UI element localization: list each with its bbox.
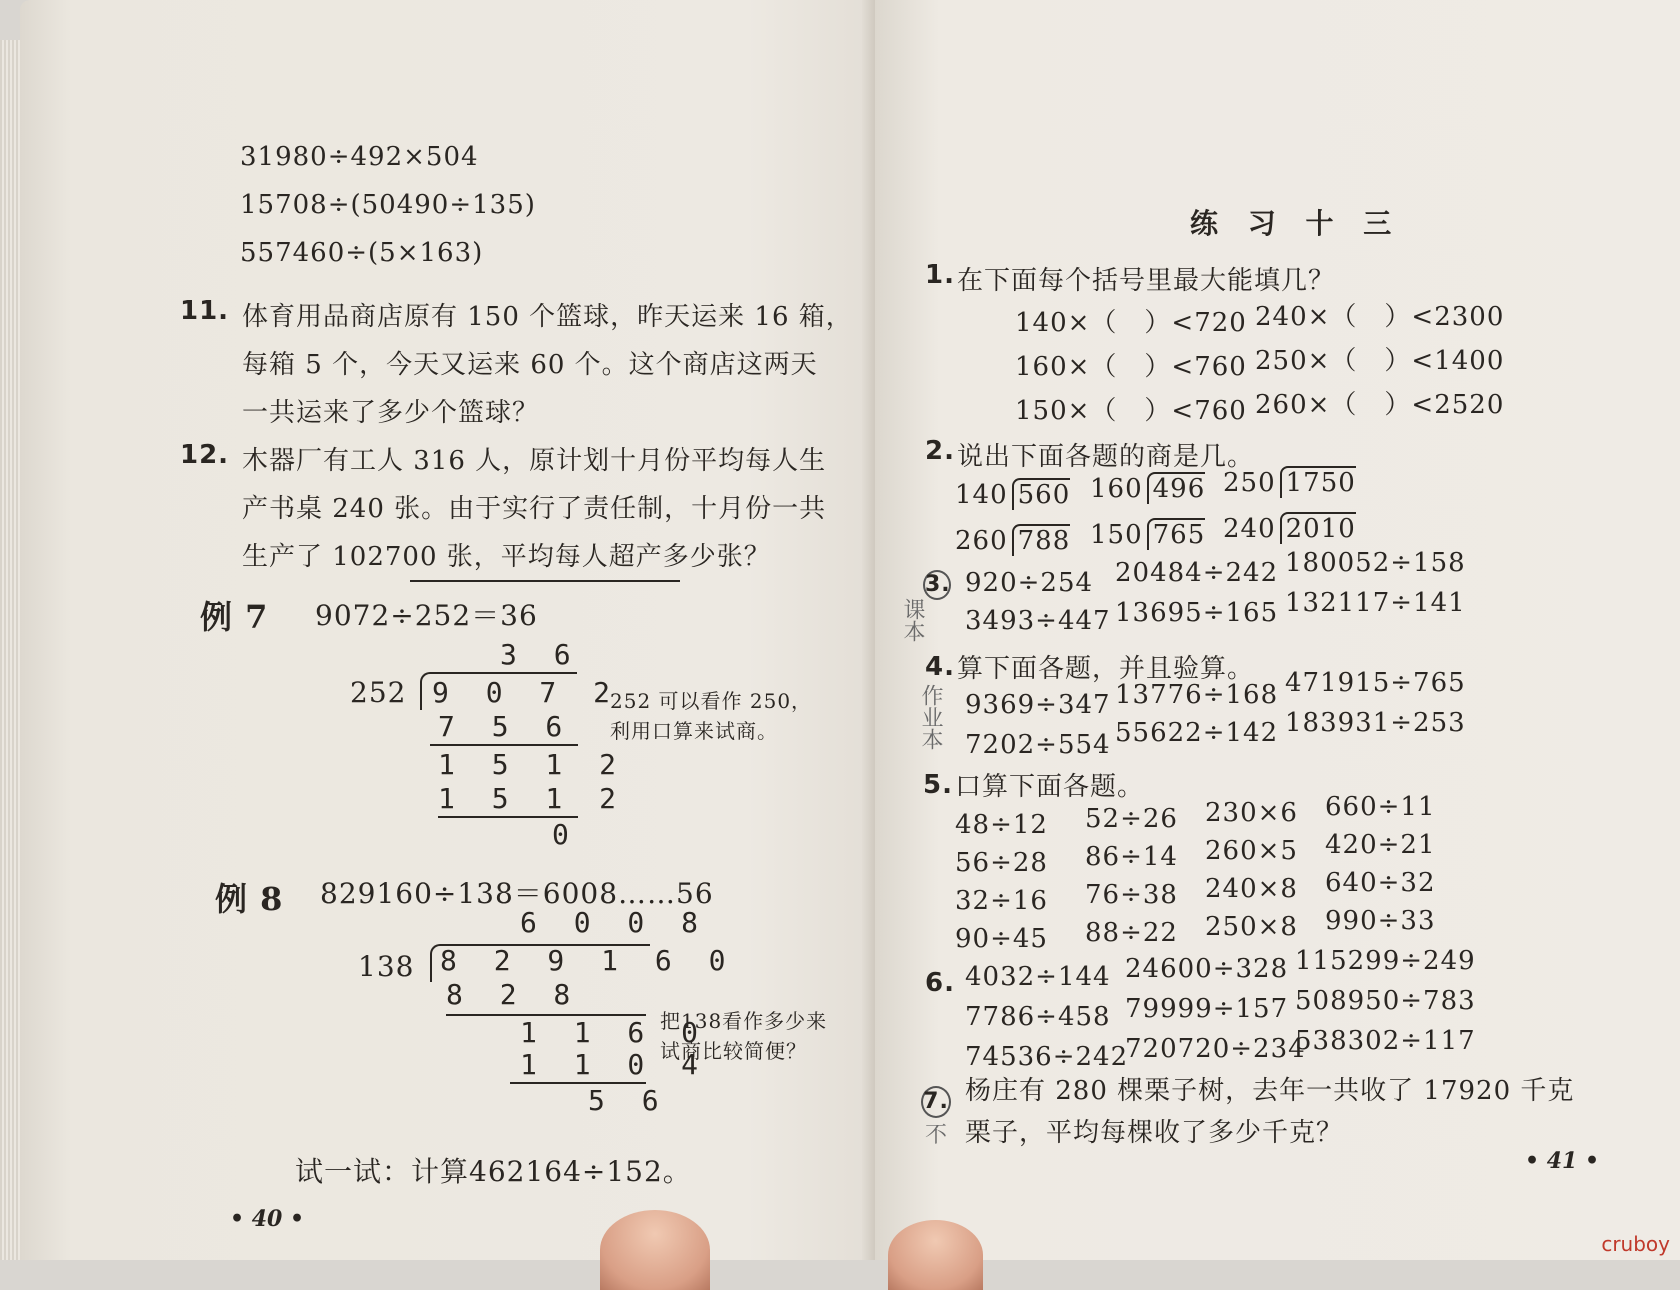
question-item: 20484÷242 <box>1115 558 1279 588</box>
example-equation: 9072÷252＝36 <box>315 599 538 632</box>
dividend: 788 <box>1012 524 1071 556</box>
question-item: 160×（ ）<760 <box>1015 352 1247 382</box>
division-item: 720720÷234 <box>1125 1034 1306 1064</box>
question-number-circled: 3. <box>923 570 951 600</box>
dividend: 2010 <box>1280 512 1356 544</box>
division-item: 24600÷328 <box>1125 954 1289 984</box>
problem-text: 一共运来了多少个篮球？ <box>242 398 540 428</box>
problem-text: 体育用品商店原有 150 个篮球，昨天运来 16 箱， <box>242 302 853 332</box>
question-item: 13776÷168 <box>1115 680 1279 710</box>
question-number: 4. <box>925 652 955 682</box>
mental-math-item: 660÷11 <box>1325 792 1436 822</box>
example-label: 例 7 <box>200 598 269 636</box>
long-division-step: 8 2 8 <box>446 978 581 1011</box>
long-division-divisor: 138 <box>358 950 415 983</box>
question-item: 240×（ ）<2300 <box>1255 302 1505 332</box>
question-text: 口算下面各题。 <box>955 772 1145 802</box>
right-page <box>875 0 1680 1260</box>
problem-text: 杨庄有 280 棵栗子树，去年一共收了 17920 千克 <box>965 1076 1575 1106</box>
mental-math-item: 260×5 <box>1205 836 1298 866</box>
dividend: 496 <box>1147 472 1206 504</box>
mental-math-item: 88÷22 <box>1085 918 1178 948</box>
question-number: 1. <box>925 260 955 290</box>
dividend: 765 <box>1147 518 1206 550</box>
long-division-quotient: 6 0 0 8 <box>520 906 709 939</box>
problem-text: 产书桌 240 张。由于实行了责任制，十月份一共 <box>242 494 827 524</box>
question-item: 183931÷253 <box>1285 708 1466 738</box>
finger <box>600 1210 710 1290</box>
question-text: 说出下面各题的商是几。 <box>957 442 1255 472</box>
long-division-divisor: 252 <box>350 676 407 709</box>
long-division-step: 1 1 0 4 <box>520 1048 709 1081</box>
divisor: 150 <box>1090 520 1143 550</box>
question-item: 132117÷141 <box>1285 588 1466 618</box>
division-notation <box>955 480 1070 510</box>
question-item: 471915÷765 <box>1285 668 1466 698</box>
mental-math-item: 52÷26 <box>1085 804 1178 834</box>
expression-line: 31980÷492×504 <box>240 142 479 172</box>
example-note: 252 可以看作 250， 利用口算来试商。 <box>610 689 813 743</box>
question-item: 150×（ ）<760 <box>1015 396 1247 426</box>
question-text: 在下面每个括号里最大能填几？ <box>957 266 1336 296</box>
exercise-title: 练 习 十 三 <box>1190 207 1402 240</box>
long-division-step: 1 5 1 2 <box>438 748 627 781</box>
mental-math-item: 86÷14 <box>1085 842 1178 872</box>
divisor: 250 <box>1223 468 1276 498</box>
question-number: 6. <box>925 968 955 998</box>
problem-text: 栗子，平均每棵收了多少千克？ <box>965 1118 1344 1148</box>
mental-math-item: 90÷45 <box>955 924 1048 954</box>
long-division-dividend: 8 2 9 1 6 0 <box>440 944 736 977</box>
division-item: 79999÷157 <box>1125 994 1289 1024</box>
long-division-remainder: 5 6 <box>588 1084 669 1117</box>
page-edges <box>0 40 22 1260</box>
page-number: • 41 • <box>1525 1148 1600 1174</box>
expression-line: 557460÷(5×163) <box>240 238 484 268</box>
divisor: 260 <box>955 526 1008 556</box>
question-item: 180052÷158 <box>1285 548 1466 578</box>
example-equation: 829160÷138＝6008……56 <box>320 877 714 910</box>
question-item: 3493÷447 <box>965 606 1111 636</box>
divisor: 240 <box>1223 514 1276 544</box>
mental-math-item: 48÷12 <box>955 810 1048 840</box>
division-item: 538302÷117 <box>1295 1026 1476 1056</box>
question-item: 140×（ ）<720 <box>1015 308 1247 338</box>
mental-math-item: 32÷16 <box>955 886 1048 916</box>
division-item: 115299÷249 <box>1295 946 1476 976</box>
division-rule <box>430 744 578 746</box>
left-page <box>20 0 875 1260</box>
long-division-quotient: 3 6 <box>500 638 581 671</box>
question-item: 9369÷347 <box>965 690 1111 720</box>
question-item: 13695÷165 <box>1115 598 1279 628</box>
division-item: 7786÷458 <box>965 1002 1111 1032</box>
pencil-annotation: 课本 <box>900 598 925 642</box>
expression-line: 15708÷(50490÷135) <box>240 190 536 220</box>
mental-math-item: 76÷38 <box>1085 880 1178 910</box>
problem-text: 木器厂有工人 316 人，原计划十月份平均每人生 <box>242 446 827 476</box>
divisor: 140 <box>955 480 1008 510</box>
long-division-step: 1 5 1 2 <box>438 782 627 815</box>
division-item: 74536÷242 <box>965 1042 1129 1072</box>
question-item: 7202÷554 <box>965 730 1111 760</box>
long-division-step: 7 5 6 <box>438 710 573 743</box>
problem-number: 12. <box>180 440 230 470</box>
example-label: 例 8 <box>215 880 284 918</box>
division-item: 508950÷783 <box>1295 986 1476 1016</box>
dividend: 560 <box>1012 478 1071 510</box>
question-number: 2. <box>925 436 955 466</box>
problem-number: 11. <box>180 296 230 326</box>
problem-text: 生产了 102700 张，平均每人超产多少张？ <box>242 542 771 572</box>
try-it-exercise: 试一试：计算462164÷152。 <box>295 1155 692 1188</box>
division-notation <box>1090 474 1205 504</box>
watermark-text: cruboy <box>1601 1232 1670 1256</box>
question-item: 920÷254 <box>965 568 1094 598</box>
long-division-remainder: 0 <box>552 818 579 851</box>
example-note: 把138看作多少来 试商比较简便？ <box>660 1009 828 1063</box>
mental-math-item: 420÷21 <box>1325 830 1436 860</box>
question-item: 55622÷142 <box>1115 718 1279 748</box>
page-number: • 40 • <box>230 1206 305 1232</box>
pencil-annotation: 作业本 <box>918 684 943 750</box>
division-notation <box>955 526 1070 556</box>
division-notation <box>1223 468 1356 498</box>
section-divider <box>410 580 680 582</box>
division-item: 4032÷144 <box>965 962 1111 992</box>
mental-math-item: 230×6 <box>1205 798 1298 828</box>
mental-math-item: 56÷28 <box>955 848 1048 878</box>
dividend: 1750 <box>1280 466 1356 498</box>
question-item: 250×（ ）<1400 <box>1255 346 1505 376</box>
division-notation <box>1223 514 1356 544</box>
mental-math-item: 990÷33 <box>1325 906 1436 936</box>
mental-math-item: 250×8 <box>1205 912 1298 942</box>
question-number: 5. <box>923 770 953 800</box>
long-division-step: 1 1 6 0 <box>520 1016 709 1049</box>
long-division-dividend: 9 0 7 2 <box>432 676 621 709</box>
problem-text: 每箱 5 个，今天又运来 60 个。这个商店这两天 <box>242 350 818 380</box>
question-text: 算下面各题，并且验算。 <box>957 654 1255 684</box>
division-notation <box>1090 520 1205 550</box>
question-item: 260×（ ）<2520 <box>1255 390 1505 420</box>
pencil-annotation: 不 <box>925 1123 948 1148</box>
mental-math-item: 640÷32 <box>1325 868 1436 898</box>
divisor: 160 <box>1090 474 1143 504</box>
mental-math-item: 240×8 <box>1205 874 1298 904</box>
finger <box>888 1220 983 1290</box>
question-number-circled: 7. <box>921 1086 951 1118</box>
